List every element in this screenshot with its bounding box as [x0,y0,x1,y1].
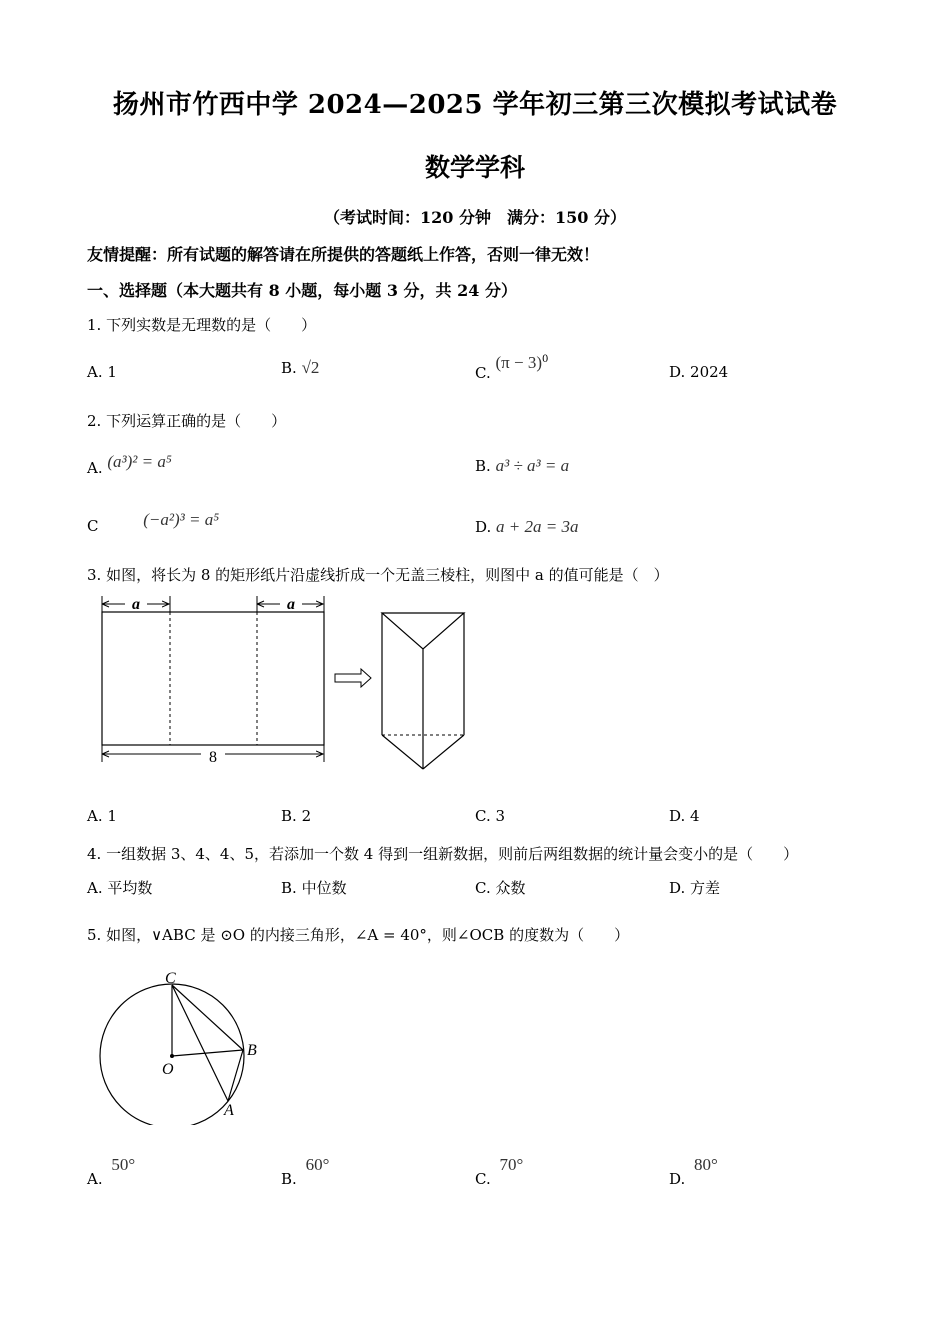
option-label: B. [281,879,297,897]
q5-stem: 5. 如图，∨ABC 是 ⊙O 的内接三角形，∠A = 40°，则∠OCB 的度数为（ ） [87,926,630,944]
option-label: C. [475,807,491,825]
option-value: 平均数 [107,879,153,897]
option-value: 众数 [495,879,526,897]
q4-option-c [475,877,526,898]
q4-stem: 4. 一组数据 3、4、4、5，若添加一个数 4 得到一组新数据，则前后两组数据的统计量会变小的是（ ） [87,845,799,863]
option-value: 60° [305,1155,330,1174]
label-a: A [224,1102,234,1119]
transform-arrow-icon [335,669,371,687]
option-label: D. [669,1170,686,1188]
q2-option-c [87,510,220,535]
option-value: 1 [107,363,117,381]
option-label: A. [87,807,103,825]
q3-prism-figure [375,605,475,775]
segment-ob [172,1050,243,1056]
option-value: 1 [107,807,117,825]
q1-option-b [281,358,319,378]
option-label: C. [475,879,491,897]
option-label: C. [475,364,491,382]
option-label: A. [87,1170,103,1188]
option-label: B. [281,359,297,377]
option-label: B. [475,457,491,475]
option-exponent: 0 [542,354,549,365]
q2-option-a [87,452,172,477]
option-label: D. [669,879,686,897]
label-o: O [162,1061,174,1078]
option-value: √2 [301,358,320,377]
option-value: a³ ÷ a³ = a [495,456,570,475]
option-value: 3 [495,807,506,825]
q4-option-a [87,877,152,898]
label-a-right: a [287,596,295,613]
q1-option-a [87,363,117,381]
option-value: a + 2a = 3a [496,517,579,536]
q3-option-d [669,807,700,825]
label-b: B [247,1042,257,1059]
q3-option-a [87,807,117,825]
option-value: (−a²)³ = a⁵ [143,510,220,529]
option-value: 中位数 [301,879,347,897]
subject-title: 数学学科 [424,153,525,182]
q2-stem: 2. 下列运算正确的是（ ） [87,412,287,430]
option-label: B. [281,807,297,825]
q4-option-d [669,877,720,898]
prism-edge [423,735,464,769]
option-label: C [87,517,99,535]
exam-info: （考试时间：120 分钟 满分：150 分） [324,208,626,227]
option-value: 2 [301,807,312,825]
prism-edge [382,735,423,769]
option-value: 50° [111,1155,136,1174]
option-label: C. [475,1170,491,1188]
q5-option-a [87,1155,136,1188]
option-label: D. [475,518,492,536]
q5-option-b [281,1155,330,1188]
label-a-left: a [132,596,140,613]
reminder: 友情提醒：所有试题的解答请在所提供的答题纸上作答，否则一律无效！ [87,245,600,264]
q2-option-d [475,517,579,537]
section-title: 一、选择题（本大题共有 8 小题，每小题 3 分，共 24 分） [87,281,517,300]
option-value: 方差 [690,879,721,897]
center-point [170,1054,174,1058]
label-length: 8 [209,749,217,766]
q2-option-b [475,456,569,476]
option-value: (π − 3) [495,353,542,372]
q1-option-c [475,353,549,382]
q4-option-b [281,877,347,898]
option-label: D. [669,363,686,381]
option-value: 70° [499,1155,524,1174]
option-label: D. [669,807,686,825]
prism-top-face [382,613,464,649]
exam-title: 扬州市竹西中学 2024—2025 学年初三第三次模拟考试试卷 [112,90,838,120]
option-label: A. [87,879,103,897]
q5-option-c [475,1155,524,1188]
option-value: 80° [694,1155,718,1174]
option-value: 4 [690,807,700,825]
q1-stem: 1. 下列实数是无理数的是（ ） [87,316,317,334]
option-value: 2024 [690,363,729,381]
label-c: C [165,970,176,987]
q5-option-d [669,1155,718,1188]
q3-rectangle-figure [95,590,385,770]
q3-option-c [475,807,505,825]
option-label: A. [87,459,103,477]
q3-option-b [281,807,311,825]
q3-stem: 3. 如图，将长为 8 的矩形纸片沿虚线折成一个无盖三棱柱，则图中 a 的值可能是（ ） [87,566,669,584]
q5-circle-figure [90,965,275,1125]
option-value: (a³)² = a⁵ [107,452,172,471]
q1-option-d [669,363,728,381]
option-label: A. [87,363,103,381]
paper-rectangle [102,612,324,745]
option-label: B. [281,1170,297,1188]
